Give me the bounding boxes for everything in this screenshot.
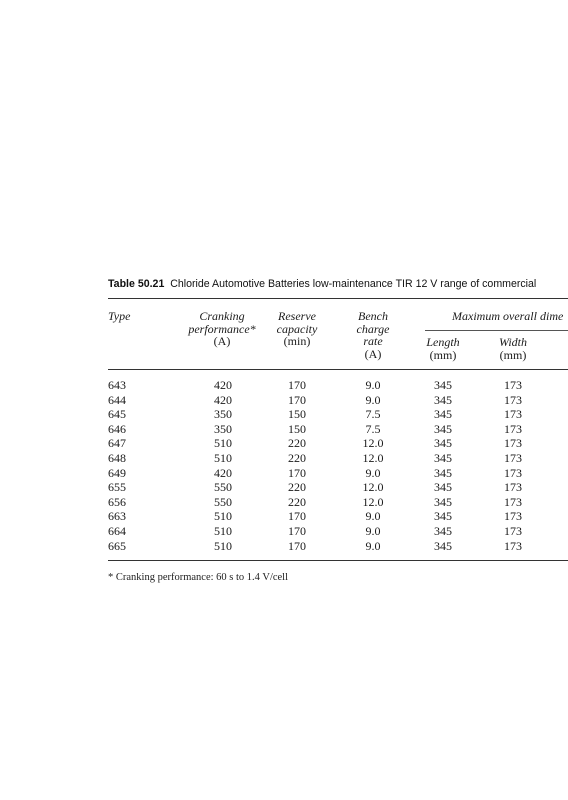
table-row	[0, 495, 568, 510]
cell-type: 648	[108, 450, 126, 465]
cell-type: 664	[108, 523, 126, 538]
table-footnote: * Cranking performance: 60 s to 1.4 V/cell	[108, 572, 289, 583]
table-top-rule	[108, 298, 568, 299]
cell-bench: 12.0	[362, 480, 384, 495]
cell-cranking: 550	[214, 494, 232, 509]
table-header-rule	[108, 369, 568, 370]
cell-cranking: 350	[214, 421, 232, 436]
header-bench-unit: (A)	[364, 346, 382, 361]
cell-width: 173	[504, 509, 522, 524]
cell-bench: 9.0	[365, 538, 381, 553]
header-max-dimensions: Maximum overall dime	[452, 309, 564, 323]
cell-length: 345	[434, 465, 452, 480]
cell-cranking: 510	[214, 450, 232, 465]
table-row	[0, 407, 568, 422]
cell-cranking: 510	[214, 523, 232, 538]
table-row	[0, 451, 568, 466]
header-bench-line1: Bench	[358, 309, 388, 323]
cell-cranking: 420	[214, 465, 232, 480]
cell-reserve: 170	[288, 509, 306, 524]
header-length	[410, 336, 476, 361]
cell-bench: 9.0	[365, 392, 381, 407]
cell-width: 173	[504, 407, 522, 422]
cell-length: 345	[434, 378, 452, 392]
cell-cranking: 420	[214, 392, 232, 407]
cell-length: 345	[434, 538, 452, 553]
table-row	[0, 436, 568, 451]
header-type: Type	[108, 309, 131, 323]
header-group-rule	[425, 330, 568, 331]
cell-type: 643	[108, 378, 126, 392]
cell-cranking: 420	[214, 378, 232, 392]
cell-cranking: 510	[214, 509, 232, 524]
cell-type: 647	[108, 436, 126, 451]
cell-length: 345	[434, 509, 452, 524]
table-row	[0, 422, 568, 437]
cell-cranking: 550	[214, 480, 232, 495]
table-row	[0, 466, 568, 481]
table-row	[0, 524, 568, 539]
cell-bench: 12.0	[362, 436, 384, 451]
cell-width: 173	[504, 392, 522, 407]
cell-width: 173	[504, 523, 522, 538]
cell-bench: 12.0	[362, 494, 384, 509]
header-length-unit: (mm)	[429, 347, 457, 362]
cell-type: 665	[108, 538, 126, 553]
cell-type: 656	[108, 494, 126, 509]
cell-bench: 9.0	[365, 509, 381, 524]
cell-width: 173	[504, 378, 522, 392]
cell-width: 173	[504, 436, 522, 451]
cell-length: 345	[434, 407, 452, 422]
cell-length: 345	[434, 436, 452, 451]
cell-reserve: 170	[288, 392, 306, 407]
table-row	[0, 539, 568, 554]
table-row	[0, 509, 568, 524]
cell-type: 644	[108, 392, 126, 407]
cell-width: 173	[504, 538, 522, 553]
cell-cranking: 510	[214, 436, 232, 451]
table-number: Table 50.21	[108, 278, 165, 290]
header-cranking-line2: performance*	[188, 321, 256, 336]
header-width	[480, 336, 546, 361]
cell-length: 345	[434, 494, 452, 509]
cell-reserve: 220	[288, 436, 306, 451]
cell-type: 663	[108, 509, 126, 524]
cell-width: 173	[504, 450, 522, 465]
header-cranking-line1: Cranking	[199, 309, 245, 323]
table-caption	[108, 278, 536, 290]
cell-reserve: 220	[288, 480, 306, 495]
table-row	[0, 480, 568, 495]
cell-bench: 12.0	[362, 450, 384, 465]
cell-reserve: 170	[288, 538, 306, 553]
header-length-label: Length	[426, 335, 460, 349]
cell-reserve: 170	[288, 465, 306, 480]
cell-width: 173	[504, 465, 522, 480]
header-cranking	[168, 310, 276, 348]
cell-length: 345	[434, 523, 452, 538]
cell-bench: 7.5	[365, 407, 381, 422]
cell-reserve: 150	[288, 407, 306, 422]
table-title: Chloride Automotive Batteries low-maintenance TIR 12 V range of commercial	[170, 278, 537, 290]
cell-length: 345	[434, 392, 452, 407]
cell-bench: 9.0	[365, 378, 381, 392]
header-reserve-unit: (min)	[283, 334, 311, 348]
cell-reserve: 150	[288, 421, 306, 436]
cell-cranking: 510	[214, 538, 232, 553]
cell-reserve: 170	[288, 523, 306, 538]
cell-width: 173	[504, 480, 522, 495]
header-reserve-line1: Reserve	[278, 309, 316, 323]
header-reserve-line2: capacity	[276, 321, 318, 336]
cell-type: 646	[108, 421, 126, 436]
cell-type: 649	[108, 465, 126, 480]
header-width-label: Width	[498, 335, 527, 349]
cell-type: 645	[108, 407, 126, 422]
header-bench-line2: charge	[356, 321, 390, 336]
header-bench-line3: rate	[363, 334, 383, 348]
table-bottom-rule	[108, 560, 568, 561]
header-width-unit: (mm)	[499, 347, 527, 362]
table-body	[0, 378, 568, 553]
header-bench	[338, 310, 408, 360]
cell-bench: 7.5	[365, 421, 381, 436]
cell-width: 173	[504, 494, 522, 509]
cell-length: 345	[434, 421, 452, 436]
cell-cranking: 350	[214, 407, 232, 422]
header-reserve	[262, 310, 332, 348]
cell-length: 345	[434, 450, 452, 465]
cell-bench: 9.0	[365, 465, 381, 480]
cell-length: 345	[434, 480, 452, 495]
cell-reserve: 220	[288, 494, 306, 509]
header-cranking-unit: (A)	[213, 334, 231, 348]
cell-reserve: 170	[288, 378, 306, 392]
cell-bench: 9.0	[365, 523, 381, 538]
cell-type: 655	[108, 480, 126, 495]
table-row	[0, 393, 568, 408]
table-row	[0, 378, 568, 393]
cell-reserve: 220	[288, 450, 306, 465]
cell-width: 173	[504, 421, 522, 436]
